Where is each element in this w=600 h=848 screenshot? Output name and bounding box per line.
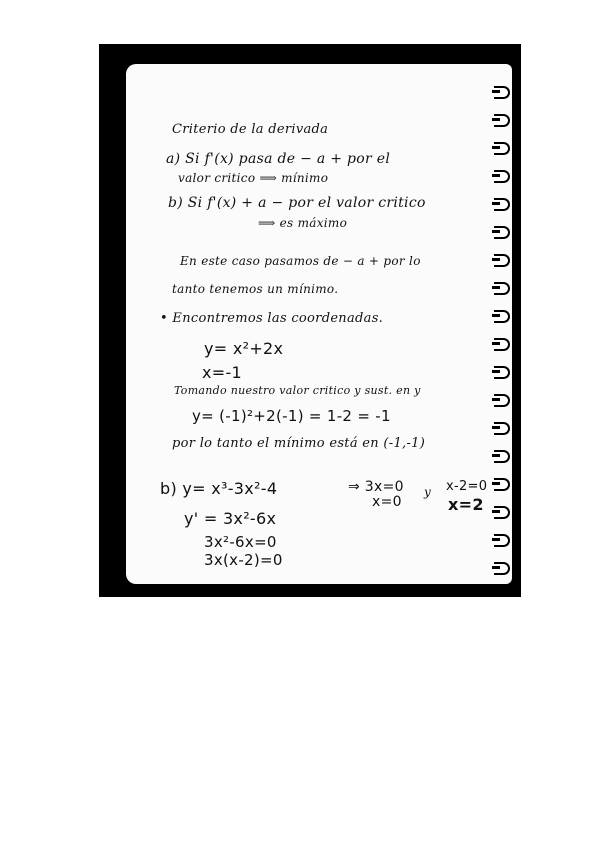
math-line: x=-1 (202, 363, 243, 382)
spiral-coil (494, 170, 510, 183)
binder-hole (105, 94, 121, 110)
math-line: 3x²-6x=0 (204, 533, 277, 551)
spiral-coil (494, 114, 510, 127)
text-line: y (424, 485, 432, 499)
text-line: a) Si f'(x) pasa de − a + por el (166, 151, 391, 167)
binder-hole (105, 294, 121, 310)
binder-hole (105, 374, 121, 390)
math-line: x-2=0 (446, 479, 488, 494)
spiral-coil (494, 394, 510, 407)
spiral-coil (494, 86, 510, 99)
spiral-coil (494, 506, 510, 519)
page-title: Criterio de la derivada (172, 122, 329, 137)
math-line: y= x²+2x (204, 339, 284, 358)
notebook-paper (126, 64, 512, 584)
text-line: En este caso pasamos de − a + por lo (180, 254, 421, 268)
binder-hole (105, 464, 121, 480)
text-line: tanto tenemos un mínimo. (172, 282, 339, 296)
math-line: x=2 (448, 495, 484, 514)
math-line: y' = 3x²-6x (184, 509, 277, 528)
binder-hole (105, 534, 121, 550)
text-line: por lo tanto el mínimo está en (-1,-1) (172, 436, 426, 451)
math-line: b) y= x³-3x²-4 (160, 479, 278, 498)
text-line: b) Si f'(x) + a − por el valor critico (168, 195, 426, 211)
text-line: Tomando nuestro valor critico y sust. en y (174, 384, 421, 397)
binder-hole (105, 164, 121, 180)
spiral-coil (494, 478, 510, 491)
spiral-coil (494, 282, 510, 295)
math-line: ⇒ 3x=0 (348, 479, 404, 495)
text-line: • Encontremos las coordenadas. (160, 311, 384, 326)
spiral-coil (494, 534, 510, 547)
spiral-coil (494, 562, 510, 575)
math-line: 3x(x-2)=0 (204, 551, 283, 569)
spiral-coil (494, 338, 510, 351)
text-line: valor critico ⟹ mínimo (178, 171, 329, 185)
spiral-coil (494, 142, 510, 155)
spiral-coil (494, 226, 510, 239)
binder-hole (105, 219, 121, 235)
spiral-coil (494, 366, 510, 379)
spiral-coil (494, 450, 510, 463)
spiral-coil (494, 310, 510, 323)
spiral-coil (494, 198, 510, 211)
text-line: ⟹ es máximo (258, 216, 348, 230)
spiral-coil (494, 254, 510, 267)
scanned-page (99, 44, 521, 597)
spiral-coil (494, 422, 510, 435)
math-line: y= (-1)²+2(-1) = 1-2 = -1 (192, 407, 391, 425)
math-line: x=0 (372, 494, 402, 510)
